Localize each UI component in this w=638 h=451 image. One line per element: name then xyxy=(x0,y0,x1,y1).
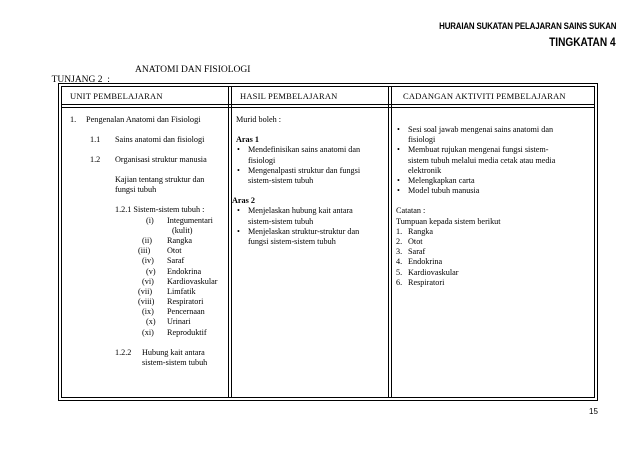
focus-system-name: Otot xyxy=(408,237,423,247)
tumpuan-text: Tumpuan kepada sistem berikut xyxy=(396,216,501,226)
focus-system-number: 4. xyxy=(396,257,403,267)
column-divider-2b xyxy=(391,87,392,397)
item-1-2-2-line-1: Hubung kait antara xyxy=(142,347,205,357)
body-system-name: Kardiovaskular xyxy=(167,276,218,286)
aras-1-item: • Mendefinisikan sains anatomi dan fisiologi xyxy=(236,145,386,165)
focus-systems-list xyxy=(396,227,596,288)
hasil-column xyxy=(232,115,386,247)
body-system-name: (kulit) xyxy=(172,225,193,235)
focus-system-name: Saraf xyxy=(408,247,426,257)
body-system-number: (iv) xyxy=(142,256,154,266)
cadangan-column xyxy=(396,125,596,288)
unit-title: Pengenalan Anatomi dan Fisiologi xyxy=(86,115,201,124)
body-system-name: Endokrina xyxy=(167,266,202,276)
aras-2-item: • Menjelaskan hubung kait antara sistem-sistem tubuh xyxy=(236,206,386,226)
body-system-number: (ix) xyxy=(142,307,154,317)
body-system-name: Pencernaan xyxy=(167,307,205,317)
item-1-2-text: Organisasi struktur manusia xyxy=(115,155,207,164)
body-system-name: Respiratori xyxy=(167,297,204,307)
body-system-item xyxy=(70,297,228,307)
focus-system-name: Respiratori xyxy=(408,277,445,287)
focus-system-item xyxy=(396,247,596,257)
kajian-line-2: fungsi tubuh xyxy=(115,185,157,195)
tunjang-title: ANATOMI DAN FISIOLOGI xyxy=(135,65,251,75)
body-system-item xyxy=(70,267,228,277)
item-1-2-2 xyxy=(70,348,228,368)
activity-item: • Sesi soal jawab mengenai sains anatomi dan fisiologi xyxy=(396,125,596,145)
body-system-number: (vi) xyxy=(142,276,154,286)
item-1-2-2-line-2: sistem-sistem tubuh xyxy=(142,357,208,367)
body-system-number: (ii) xyxy=(142,235,153,245)
body-system-item xyxy=(70,226,228,236)
unit-column xyxy=(70,115,228,368)
aras-1-item: • Mengenalpasti struktur dan fungsi sistem-sistem tubuh xyxy=(236,166,386,186)
body-system-name: Otot xyxy=(167,246,182,256)
body-system-number: (iii) xyxy=(138,246,151,256)
focus-system-item xyxy=(396,227,596,237)
column-header-cadangan: CADANGAN AKTIVITI PEMBELAJARAN xyxy=(403,91,566,101)
focus-system-item xyxy=(396,237,596,247)
focus-system-name: Kardiovaskular xyxy=(408,267,459,277)
item-1-2-1: 1.2.1 Sistem-sistem tubuh : xyxy=(115,205,205,215)
table-inner-border xyxy=(61,86,595,398)
body-system-number: (v) xyxy=(146,266,156,276)
cadangan-activity-list xyxy=(396,125,596,196)
syllabus-table xyxy=(58,83,598,401)
unit-number: 1. xyxy=(70,115,77,124)
body-system-item xyxy=(70,246,228,256)
activity-item: • Model tubuh manusia xyxy=(396,186,596,196)
item-1-1-text: Sains anatomi dan fisiologi xyxy=(115,135,205,144)
column-header-unit: UNIT PEMBELAJARAN xyxy=(70,91,163,101)
body-system-item xyxy=(70,256,228,266)
focus-system-name: Endokrina xyxy=(408,257,443,267)
body-system-item xyxy=(70,307,228,317)
focus-system-number: 5. xyxy=(396,267,403,277)
activity-item: • Melengkapkan carta xyxy=(396,176,596,186)
body-system-name: Limfatik xyxy=(167,286,196,296)
body-system-name: Urinari xyxy=(167,317,191,327)
focus-system-item xyxy=(396,278,596,288)
aras-2-heading: Aras 2 xyxy=(232,196,255,206)
header-divider xyxy=(62,104,594,105)
item-1-1-number: 1.1 xyxy=(90,135,101,144)
body-system-number: (vii) xyxy=(138,286,153,296)
focus-system-number: 3. xyxy=(396,247,403,257)
column-divider-1b xyxy=(231,87,232,397)
aras-1-list xyxy=(236,145,386,186)
aras-2-list xyxy=(236,206,386,247)
header-divider-b xyxy=(62,107,594,108)
body-system-item xyxy=(70,236,228,246)
body-system-name: Rangka xyxy=(167,235,193,245)
tunjang-label: TUNJANG 2 : xyxy=(51,75,110,85)
document-header-title: HURAIAN SUKATAN PELAJARAN SAINS SUKAN xyxy=(438,21,616,31)
body-system-item xyxy=(70,317,228,327)
focus-system-number: 2. xyxy=(396,237,403,247)
body-system-number: (xi) xyxy=(142,327,154,337)
item-1-2-2-number: 1.2.2 xyxy=(115,347,132,357)
body-systems-list xyxy=(70,216,228,338)
column-divider-2 xyxy=(388,87,389,397)
column-header-hasil: HASIL PEMBELAJARAN xyxy=(240,91,338,101)
focus-system-number: 6. xyxy=(396,277,403,287)
focus-system-item xyxy=(396,257,596,267)
catatan-label: Catatan : xyxy=(396,206,426,216)
item-1-2-number: 1.2 xyxy=(90,155,101,164)
body-system-item xyxy=(70,328,228,338)
body-system-item xyxy=(70,277,228,287)
body-system-number: (i) xyxy=(146,215,154,225)
page-number: 15 xyxy=(589,407,598,416)
focus-system-name: Rangka xyxy=(408,226,434,236)
body-system-item xyxy=(70,216,228,226)
aras-2-item: • Menjelaskan struktur-struktur dan fungsi sistem-sistem tubuh xyxy=(236,227,386,247)
body-system-name: Saraf xyxy=(167,256,185,266)
column-divider-1 xyxy=(228,87,229,397)
body-system-item xyxy=(70,287,228,297)
kajian-line-1: Kajian tentang struktur dan xyxy=(115,175,205,184)
focus-system-number: 1. xyxy=(396,226,403,236)
body-system-number: (viii) xyxy=(138,297,155,307)
body-system-number: (x) xyxy=(146,317,156,327)
body-system-name: Integumentari xyxy=(167,215,213,225)
body-system-name: Reproduktif xyxy=(167,327,207,337)
hasil-intro: Murid boleh : xyxy=(236,115,282,124)
focus-system-item xyxy=(396,268,596,278)
document-header-form: TINGKATAN 4 xyxy=(549,37,616,49)
aras-1-heading: Aras 1 xyxy=(236,135,259,145)
activity-item: • Membuat rujukan mengenai fungsi sistem- sistem tubuh melalui media cetak atau media elektronik xyxy=(396,145,596,176)
